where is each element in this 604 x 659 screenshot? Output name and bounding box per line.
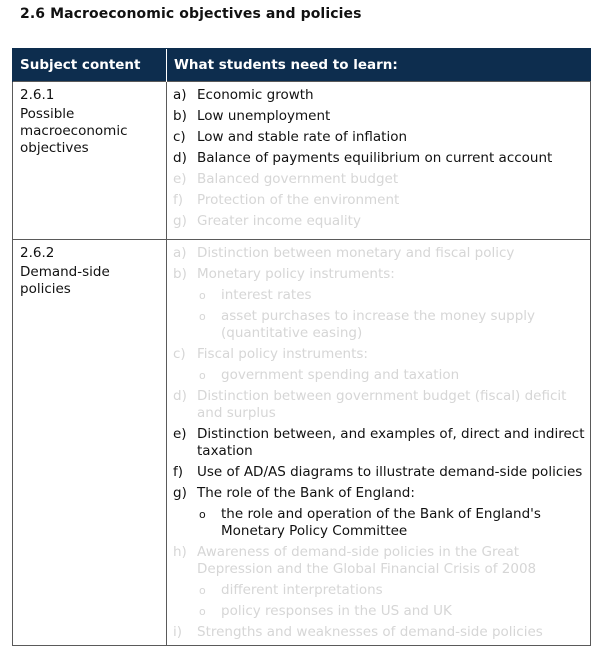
- learning-item: [173, 213, 586, 230]
- learning-item: [173, 464, 586, 481]
- item-marker: h): [173, 544, 187, 560]
- item-text: Fiscal policy instruments:: [197, 346, 368, 362]
- table-body: [13, 82, 591, 646]
- circle-bullet-icon: o: [199, 289, 206, 302]
- item-text: Economic growth: [197, 87, 314, 103]
- item-marker: i): [173, 624, 183, 640]
- learning-item: [173, 624, 586, 641]
- section-title: 2.6 Macroeconomic objectives and policies: [20, 6, 362, 22]
- learning-item: [173, 426, 586, 460]
- subject-cell: [13, 82, 167, 240]
- sub-item: [197, 287, 586, 304]
- sub-item: [197, 308, 586, 342]
- header-subject-content: Subject content: [13, 49, 167, 82]
- item-marker: d): [173, 150, 187, 166]
- learning-item: [173, 544, 586, 620]
- item-marker: a): [173, 87, 187, 103]
- circle-bullet-icon: o: [199, 508, 206, 521]
- subject-code: 2.6.1: [20, 87, 55, 103]
- item-marker: c): [173, 346, 186, 362]
- item-text: Use of AD/AS diagrams to illustrate demand-side policies: [197, 464, 583, 480]
- item-marker: e): [173, 171, 187, 187]
- sub-item: [197, 506, 586, 540]
- item-text: Low and stable rate of inflation: [197, 129, 408, 145]
- item-marker: b): [173, 108, 187, 124]
- item-text: Monetary policy instruments:: [197, 266, 395, 282]
- item-text: Balanced government budget: [197, 171, 399, 187]
- circle-bullet-icon: o: [199, 369, 206, 382]
- learning-item: [173, 171, 586, 188]
- circle-bullet-icon: o: [199, 605, 206, 618]
- sub-list: [197, 287, 586, 342]
- item-marker: a): [173, 245, 187, 261]
- item-text: The role of the Bank of England:: [197, 485, 415, 501]
- item-marker: b): [173, 266, 187, 282]
- sub-list: [197, 506, 586, 540]
- learning-item: [173, 108, 586, 125]
- sub-item-text: different interpretations: [221, 582, 383, 598]
- spec-table: [12, 48, 591, 646]
- sub-item-text: interest rates: [221, 287, 312, 303]
- sub-item: [197, 603, 586, 620]
- learn-cell: [167, 82, 591, 240]
- table-row: [13, 82, 591, 240]
- header-what-students-learn: What students need to learn:: [167, 49, 591, 82]
- item-text: Protection of the environment: [197, 192, 400, 208]
- subject-code: 2.6.2: [20, 245, 55, 261]
- learning-item: [173, 192, 586, 209]
- sub-item-text: government spending and taxation: [221, 367, 460, 383]
- learning-item: [173, 346, 586, 384]
- sub-item: [197, 582, 586, 599]
- item-marker: f): [173, 192, 184, 208]
- item-text: Distinction between monetary and fiscal policy: [197, 245, 515, 261]
- learning-list: [173, 87, 586, 230]
- item-marker: c): [173, 129, 186, 145]
- item-text: Low unemployment: [197, 108, 331, 124]
- subject-cell: [13, 240, 167, 646]
- learning-item: [173, 266, 586, 342]
- item-text: Strengths and weaknesses of demand-side policies: [197, 624, 543, 640]
- subject-name: Possible macroeconomic objectives: [20, 106, 128, 156]
- sub-item-text: asset purchases to increase the money supply (quantitative easing): [221, 308, 536, 341]
- item-marker: e): [173, 426, 187, 442]
- sub-item-text: policy responses in the US and UK: [221, 603, 452, 619]
- item-marker: g): [173, 485, 187, 501]
- learn-cell: [167, 240, 591, 646]
- sub-item: [197, 367, 586, 384]
- item-text: Greater income equality: [197, 213, 361, 229]
- learning-item: [173, 388, 586, 422]
- learning-item: [173, 485, 586, 540]
- item-marker: g): [173, 213, 187, 229]
- learning-item: [173, 87, 586, 104]
- sub-item-text: the role and operation of the Bank of England's Monetary Policy Committee: [221, 506, 541, 539]
- learning-item: [173, 129, 586, 146]
- item-text: Distinction between, and examples of, direct and indirect taxation: [197, 426, 585, 459]
- table-row: [13, 240, 591, 646]
- circle-bullet-icon: o: [199, 584, 206, 597]
- item-text: Awareness of demand-side policies in the Great Depression and the Global Financial Crisis of 2008: [197, 544, 537, 577]
- table-header-row: [13, 49, 591, 82]
- learning-item: [173, 245, 586, 262]
- item-text: Balance of payments equilibrium on current account: [197, 150, 553, 166]
- learning-item: [173, 150, 586, 167]
- item-marker: f): [173, 464, 184, 480]
- item-text: Distinction between government budget (fiscal) deficit and surplus: [197, 388, 567, 421]
- item-marker: d): [173, 388, 187, 404]
- subject-name: Demand-side policies: [20, 264, 110, 297]
- circle-bullet-icon: o: [199, 310, 206, 323]
- learning-list: [173, 245, 586, 641]
- sub-list: [197, 367, 586, 384]
- sub-list: [197, 582, 586, 620]
